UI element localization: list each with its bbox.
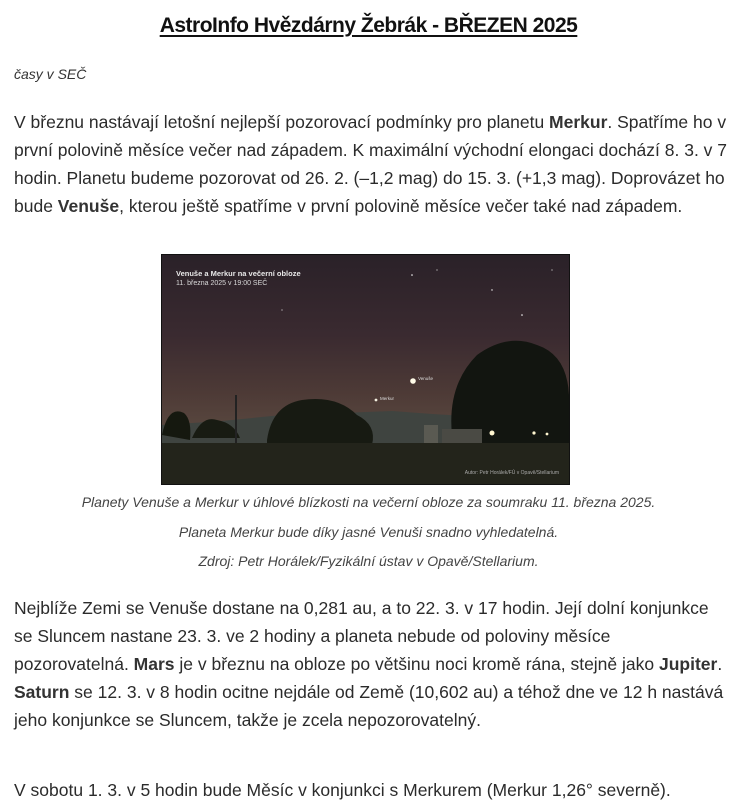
figure-subtitle: 11. března 2025 v 19:00 SEČ — [176, 280, 268, 287]
bold-term: Merkur — [549, 112, 608, 132]
bold-term: Mars — [133, 654, 175, 674]
time-note: časy v SEČ — [14, 66, 87, 82]
page-title: AstroInfo Hvězdárny Žebrák - BŘEZEN 2025 — [159, 14, 578, 37]
caption-line-3: Zdroj: Petr Horálek/Fyzikální ústav v Opavě/Stellarium. — [198, 553, 539, 569]
text-run: V březnu nastávají letošní nejlepší pozorovací podmínky pro planetu — [14, 112, 550, 132]
paragraph-planets — [14, 594, 729, 734]
text-run: se 12. 3. v 8 hodin ocitne nejdále od Země (10,602 au) a téhož dne ve 12 h nastává jeho konjunkce se Sluncem, takže je zcela nepozorovatelný. — [14, 682, 724, 730]
venus-label: Venuše — [418, 376, 434, 381]
sky-illustration — [162, 255, 569, 484]
bold-term: Jupiter — [658, 654, 718, 674]
mercury-dot — [375, 399, 378, 402]
bold-term: Venuše — [57, 196, 120, 216]
paragraph-mercury — [14, 108, 729, 220]
text-run: . Spatříme ho v první polovině měsíce večer nad západem. K maximální východní elongaci dochází 8. 3. v 7 hodin. Planetu budeme pozorovat od 26. 2. (–1,2 mag) do 15. 3. (+1,3 mag). Doprovázet ho bude — [14, 112, 728, 216]
sky-figure — [161, 254, 570, 485]
caption-line-2: Planeta Merkur bude díky jasné Venuši snadno vyhledatelná. — [178, 524, 559, 540]
figure-title: Venuše a Merkur na večerní obloze — [176, 269, 301, 278]
paragraph-moon: V sobotu 1. 3. v 5 hodin bude Měsíc v konjunkci s Merkurem (Merkur 1,26° severně). — [14, 780, 671, 800]
text-run: . — [717, 654, 723, 674]
figure-credit: Autor: Petr Horálek/FÚ v Opavě/Stellarium — [464, 470, 559, 476]
mercury-label: Merkur — [380, 396, 395, 401]
venus-dot — [410, 378, 416, 384]
text-run: Nejblíže Zemi se Venuše dostane na 0,281 au, a to 22. 3. v 17 hodin. Její dolní konjunkce se Sluncem nastane 23. 3. ve 2 hodiny a planeta nebude od poloviny měsíce pozorovatelná. — [14, 598, 709, 674]
text-run: , kterou ještě spatříme v první polovině měsíce večer také nad západem. — [119, 196, 683, 216]
bold-term: Saturn — [14, 682, 70, 702]
text-run: je v březnu na obloze po většinu noci kromě rána, stejně jako — [174, 654, 659, 674]
caption-line-1: Planety Venuše a Merkur v úhlové blízkosti na večerní obloze za soumraku 11. března 2025. — [81, 494, 656, 510]
